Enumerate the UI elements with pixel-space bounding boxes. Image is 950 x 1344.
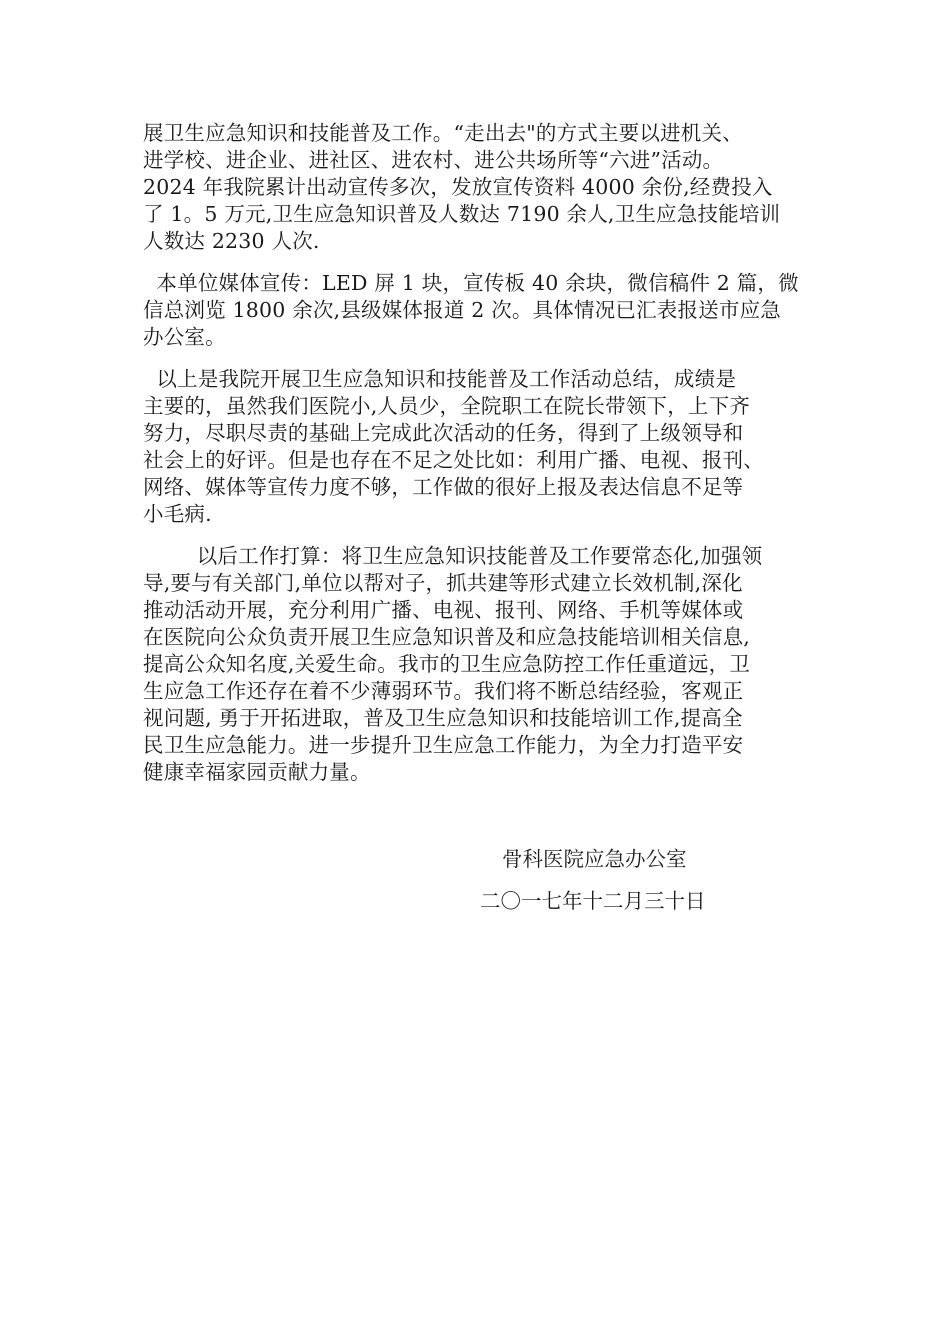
text-line: 网络、媒体等宣传力度不够，工作做的很好上报及表达信息不足等 [143, 475, 744, 499]
text-line: 小毛病. [143, 502, 212, 526]
text-line: 信总浏览 1800 余次,县级媒体报道 2 次。具体情况已汇表报送市应急 [143, 298, 781, 322]
text-line: 民卫生应急能力。进一步提升卫生应急工作能力，为全力打造平安 [143, 733, 744, 757]
text-line: 以后工作打算：将卫生应急知识技能普及工作要常态化,加强领 [143, 544, 763, 568]
text-line: 视问题, 勇于开拓进取，普及卫生应急知识和技能培训工作,提高全 [143, 706, 743, 730]
text-line: 了 1。5 万元,卫生应急知识普及人数达 7190 余人,卫生应急技能培训 [143, 202, 781, 226]
paragraph-outreach [143, 120, 807, 255]
text-line: 本单位媒体宣传：LED 屏 1 块，宣传板 40 余块，微信稿件 2 篇，微 [143, 271, 799, 295]
text-line: 努力，尽职尽责的基础上完成此次活动的任务，得到了上级领导和 [143, 421, 744, 445]
text-line: 进学校、进企业、进社区、进农村、进公共场所等“六进”活动。 [143, 148, 724, 172]
text-line: 2024 年我院累计出动宣传多次，发放宣传资料 4000 余份,经费投入 [143, 175, 773, 199]
text-line: 生应急工作还存在着不少薄弱环节。我们将不断总结经验，客观正 [143, 679, 744, 703]
text-line: 展卫生应急知识和技能普及工作。“走出去"的方式主要以进机关、 [143, 121, 743, 145]
text-line: 推动活动开展，充分利用广播、电视、报刊、网络、手机等媒体或 [143, 598, 744, 622]
signature-organization: 骨科医院应急办公室 [502, 847, 687, 871]
text-line: 健康幸福家园贡献力量。 [143, 760, 371, 784]
signature-date: 二〇一七年十二月三十日 [480, 889, 706, 913]
paragraph-media [143, 270, 807, 351]
text-line: 导,要与有关部门,单位以帮对子，抓共建等形式建立长效机制,深化 [143, 571, 743, 595]
text-line: 在医院向公众负责开展卫生应急知识普及和应急技能培训相关信息, [143, 625, 751, 649]
text-line: 办公室。 [143, 325, 226, 349]
document-body [143, 120, 807, 801]
paragraph-plan [143, 543, 807, 786]
text-line: 社会上的好评。但是也存在不足之处比如：利用广播、电视、报刊、 [143, 448, 764, 472]
text-line: 人数达 2230 人次. [143, 229, 320, 253]
text-line: 提高公众知名度,关爱生命。我市的卫生应急防控工作任重道远，卫 [143, 652, 751, 676]
text-line: 主要的，虽然我们医院小,人员少，全院职工在院长带领下，上下齐 [143, 394, 751, 418]
text-line: 以上是我院开展卫生应急知识和技能普及工作活动总结，成绩是 [143, 367, 737, 391]
paragraph-summary [143, 366, 807, 528]
